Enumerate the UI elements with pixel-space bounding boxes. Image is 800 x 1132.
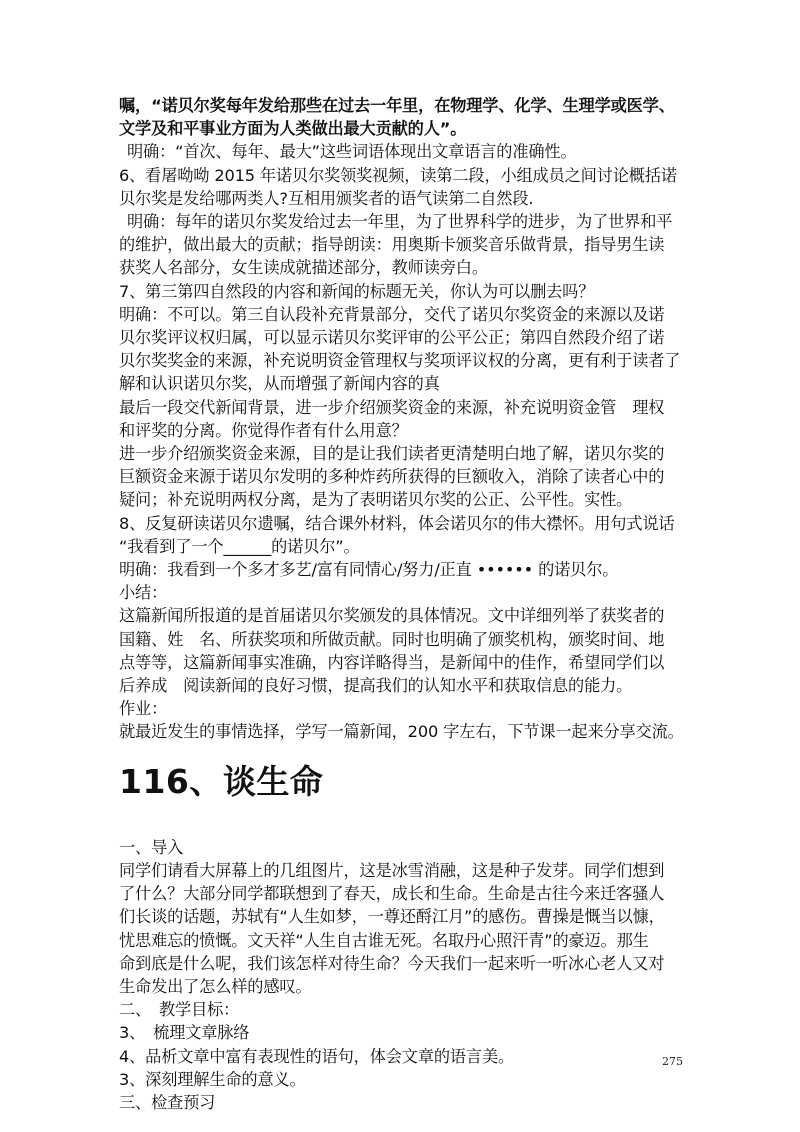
text-line: 文学及和平事业方面为人类做出最大贡献的人”。 xyxy=(119,119,467,139)
text-line: 忧思难忘的愤慨。文天祥“人生自古谁无死。名取丹心照汗青”的豪迈。那生 xyxy=(119,930,649,950)
text-line: 一、导入 xyxy=(119,837,184,857)
text-line: 国籍、姓 名、所获奖项和所做贡献。同时也明确了颁奖机构，颁奖时间、地 xyxy=(119,629,665,649)
text-line: 同学们请看大屏幕上的几组图片，这是冰雪消融，这是种子发芽。同学们想到 xyxy=(119,860,665,880)
text-line: 明确：不可以。第三自认段补充背景部分，交代了诺贝尔奖资金的来源以及诺 xyxy=(119,304,665,324)
text-line: 二、 教学目标： xyxy=(119,1000,240,1020)
text-line: 三、检查预习 xyxy=(119,1092,216,1112)
text-line: 生命发出了怎么样的感叹。 xyxy=(119,976,312,996)
text-line: 贝尔奖评议权归属，可以显示诺贝尔奖评审的公平公正；第四自然段介绍了诺 xyxy=(119,328,665,348)
text-line: 贝尔奖奖金的来源，补充说明资金管理权与奖项评议权的分离，更有利于读者了 xyxy=(119,351,681,371)
text-line: 8、反复研读诺贝尔遗嘱，结合课外材料，体会诺贝尔的伟大襟怀。用句式说话 xyxy=(119,513,675,533)
text-line: 进一步介绍颁奖资金来源，目的是让我们读者更清楚明白地了解，诺贝尔奖的 xyxy=(119,444,665,464)
text-line: 命到底是什么呢，我们该怎样对待生命？今天我们一起来听一听冰心老人又对 xyxy=(119,953,665,973)
lesson-text-top xyxy=(119,94,699,744)
text-line: 的维护，做出最大的贡献；指导朗读：用奥斯卡颁奖音乐做背景，指导男生读 xyxy=(119,235,665,255)
page-number: 275 xyxy=(662,1055,683,1068)
lesson-title: 116、谈生命 xyxy=(119,761,324,801)
lesson-text-bottom xyxy=(119,836,699,1114)
text-line: 明确：“首次、每年、最大”这些词语体现出文章语言的准确性。 xyxy=(127,142,577,162)
text-line: 小结： xyxy=(119,583,168,603)
text-line: 巨额资金来源于诺贝尔发明的多种炸药所获得的巨额收入，消除了读者心中的 xyxy=(119,467,665,487)
text-line: 这篇新闻所报道的是首届诺贝尔奖颁发的具体情况。文中详细列举了获奖者的 xyxy=(119,606,665,626)
text-line: “我看到了一个______的诺贝尔”。 xyxy=(119,536,360,556)
text-line: 7、第三第四自然段的内容和新闻的标题无关，你认为可以删去吗？ xyxy=(119,281,595,301)
text-line: 明确：每年的诺贝尔奖发给过去一年里，为了世界科学的进步，为了世界和平 xyxy=(127,212,673,232)
text-line: 作业： xyxy=(119,699,168,719)
text-line: 4、品析文章中富有表现性的语句，体会文章的语言美。 xyxy=(119,1046,515,1066)
text-line: 了什么？大部分同学都联想到了春天，成长和生命。生命是古往今来迁客骚人 xyxy=(119,884,665,904)
text-line: 疑问；补充说明两权分离，是为了表明诺贝尔奖的公正、公平性。实性。 xyxy=(119,490,633,510)
text-line: 就最近发生的事情选择，学写一篇新闻，200 字左右，下节课一起来分享交流。 xyxy=(119,722,684,742)
text-line: 解和认识诺贝尔奖，从而增强了新闻内容的真 xyxy=(119,374,440,394)
text-line: 贝尔奖是发给哪两类人?互相用颁奖者的语气读第二自然段. xyxy=(119,188,534,208)
text-line: 获奖人名部分，女生读成就描述部分，教师读旁白。 xyxy=(119,258,488,278)
text-line: 和评奖的分离。你觉得作者有什么用意？ xyxy=(119,420,408,440)
text-line: 明确：我看到一个多才多艺/富有同情心/努力/正直 •••••• 的诺贝尔。 xyxy=(119,560,619,580)
text-line: 最后一段交代新闻背景，进一步介绍颁奖资金的来源，补充说明资金管 理权 xyxy=(119,397,665,417)
text-line: 6、看屠呦呦 2015 年诺贝尔奖领奖视频，读第二段，小组成员之间讨论概括诺 xyxy=(119,165,677,185)
document-page xyxy=(119,94,699,1114)
text-line: 们长谈的话题，苏轼有“人生如梦，一尊还酹江月”的感伤。曹操是慨当以慷， xyxy=(119,907,665,927)
text-line: 3、 梳理文章脉络 xyxy=(119,1023,250,1043)
text-line: 3、深刻理解生命的意义。 xyxy=(119,1069,306,1089)
text-line: 后养成 阅读新闻的良好习惯，提高我们的认知水平和获取信息的能力。 xyxy=(119,676,633,696)
text-line: 点等等，这篇新闻事实准确，内容详略得当，是新闻中的佳作，希望同学们以 xyxy=(119,652,665,672)
text-line: 嘱，“诺贝尔奖每年发给那些在过去一年里，在物理学、化学、生理学或医学、 xyxy=(119,96,675,115)
